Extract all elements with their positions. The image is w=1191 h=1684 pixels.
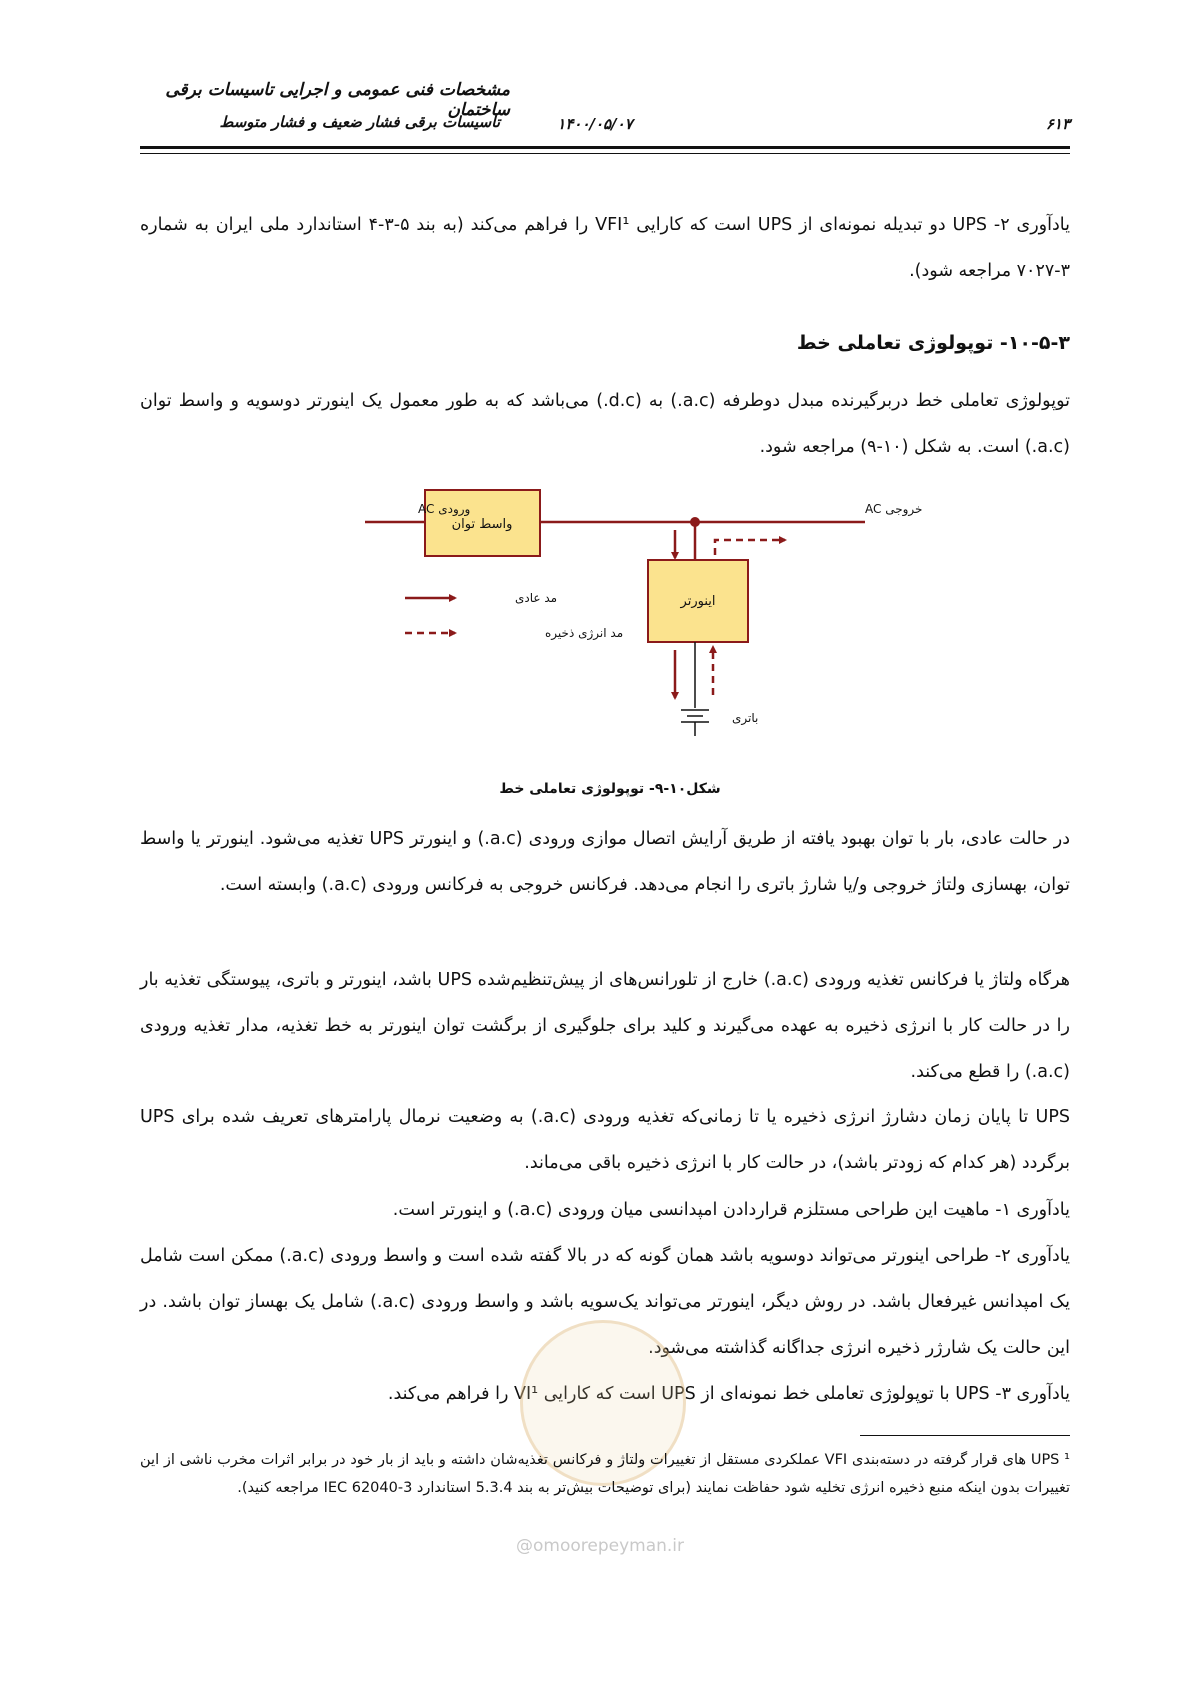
paragraph-fault-mode: هرگاه ولتاژ یا فرکانس تغذیه ورودی (a.c.) خارج از تلورانس‌های از پیش‌تنظیم‌شده UPS باشد، اینورتر و باتری، پیوستگی تغذیه بار را در حالت کار با انرژی ذخیره به عهده می‌گیرند و کلید برای جلوگیری از برگشت توان اینورتر به خط تغذیه، مدار تغذیه ورودی (a.c.) را قطع می‌کند. [140, 970, 1070, 1082]
note-1: یادآوری ۱- ماهیت این طراحی مستلزم قراردادن امپدانسی میان ورودی (a.c.) و اینورتر است. [392, 1200, 1070, 1220]
paragraph-normal-mode: در حالت عادی، بار با توان بهبود یافته از طریق آرایش اتصال موازی ورودی (a.c.) و اینورتر UPS تغذیه می‌شود. اینورتر یا واسط توان، بهسازی ولتاژ خروجی و/یا شارژ باتری را انجام می‌دهد. فرکانس خروجی به فرکانس ورودی (a.c.) وابسته است. [140, 829, 1071, 895]
header-document-title: مشخصات فنی عمومی و اجرایی تاسیسات برقی ساختمان [165, 80, 510, 120]
output-ac-label: خروجی AC [865, 502, 923, 516]
figure-caption: شکل۱۰-۹- توپولوژی تعاملی خط [499, 781, 721, 797]
note-2: یادآوری ۲- طراحی اینورتر می‌تواند دوسویه باشد همان گونه که در بالا گفته شده است و واسط ورودی (a.c.) ممکن است شامل یک امپدانس غیرفعال باشد. در روش دیگر، اینورتر می‌تواند یک‌سویه باشد و واسط ورودی (a.c.) شامل یک بهساز توان باشد. در این حالت یک شارژر ذخیره انرژی جداگانه گذاشته می‌شود. [140, 1246, 1070, 1358]
header-page-number: ۶۱۳ [1045, 115, 1070, 133]
header-section-title: تاسیسات برقی فشار ضعیف و فشار متوسط [219, 113, 500, 131]
line-interactive-diagram [340, 470, 923, 770]
inverter-label: اینورتر [680, 594, 716, 609]
battery-label: باتری [732, 711, 759, 725]
note-ups-double-conversion: یادآوری ۲- UPS دو تبدیله نمونه‌ای از UPS است که کارایی VFI¹ را فراهم می‌کند (به بند ۵-۳-۴ استاندارد ملی ایران به شماره ۳-۷۰۲۷ مراجعه شود). [140, 215, 1070, 281]
footnote-rule [860, 1435, 1070, 1436]
storage-arrow-to-output [715, 540, 785, 555]
site-watermark: @omoorepeyman.ir [515, 1536, 685, 1556]
header-rule-thick [140, 146, 1070, 149]
input-ac-label: ورودی AC [418, 502, 471, 516]
section-heading: ۱۰-۵-۳- توپولوژی تعاملی خط [796, 332, 1070, 354]
paragraph-stored-energy: UPS تا پایان زمان دشارژ انرژی ذخیره یا تا زمانی‌که تغذیه ورودی (a.c.) به وضعیت نرمال پارامترهای تعریف شده برای UPS برگردد (هر کدام که زودتر باشد)، در حالت کار با انرژی ذخیره باقی می‌ماند. [140, 1107, 1071, 1173]
power-interface-label: واسط توان [451, 517, 513, 532]
note-3: یادآوری ۳- UPS با توپولوژی تعاملی خط نمونه‌ای از UPS است که کارایی VI¹ را فراهم می‌کند. [387, 1384, 1070, 1404]
legend-normal-label: مد عادی [515, 591, 558, 605]
intro-paragraph: توپولوژی تعاملی خط دربرگیرنده مبدل دوطرفه (a.c.) به (d.c.) می‌باشد که به طور معمول یک اینورتر دوسویه و واسط توان (a.c.) است. به شکل (۱۰-۹) مراجعه شود. [140, 391, 1070, 457]
footnote-vfi: ¹ UPS های قرار گرفته در دسته‌بندی VFI عملکردی مستقل از تغییرات ولتاژ و فرکانس تغذیه‌شان داشته و باید از بار خود در برابر اثرات مخرب ناشی از این تغییرات بدون اینکه منبع ذخیره انرژی تخلیه شود حفاظت نمایند (برای توضیحات بیش‌تر به بند 5.3.4 استاندارد IEC 62040-3 مراجعه کنید). [140, 1452, 1070, 1496]
legend-storage-label: مد انرژی ذخیره [545, 626, 624, 640]
header-date: ۱۴۰۰/۰۵/۰۷ [557, 115, 633, 133]
header-rule-thin [140, 153, 1070, 154]
